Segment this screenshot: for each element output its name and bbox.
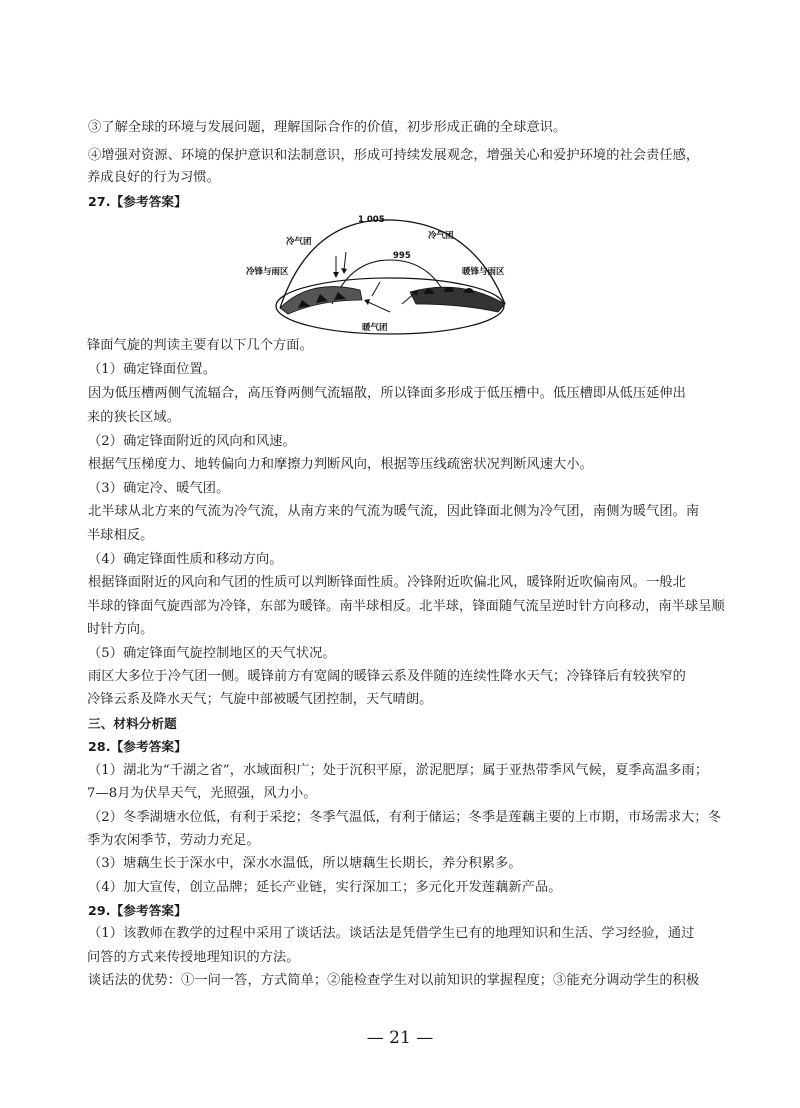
- paragraph-line: ④增强对资源、环境的保护意识和法制意识，形成可持续发展观念，增强关心和爱护环境的社会责任感，: [88, 148, 700, 163]
- cold-air-mass-right-label: 冷气团: [428, 231, 454, 241]
- isobar-1005-label: 1 005: [358, 215, 385, 225]
- paragraph-line: 因为低压槽两侧气流辐合，高压脊两侧气流辐散，所以锋面多形成于低压槽中。低压槽即从低压延伸出: [88, 386, 686, 401]
- paragraph-line: 谈话法的优势：①一问一答，方式简单；②能检查学生对以前知识的掌握程度；③能充分调动学生的积极: [88, 973, 700, 988]
- paragraph-line: （4）确定锋面性质和移动方向。: [88, 552, 283, 567]
- answer-heading-28: 28.【参考答案】: [88, 739, 187, 754]
- section-heading: 三、材料分析题: [88, 716, 177, 731]
- answer-heading-29: 29.【参考答案】: [88, 903, 187, 918]
- paragraph-line: 半球相反。: [87, 528, 154, 543]
- paragraph-line: 养成良好的行为习惯。: [87, 170, 220, 185]
- wind-arrow-head: [333, 272, 339, 278]
- page-number: — 21 —: [366, 1028, 434, 1048]
- paragraph-line: 根据锋面附近的风向和气团的性质可以判断锋面性质。冷锋附近吹偏北风，暖锋附近吹偏南风。一般北: [88, 575, 686, 590]
- cold-front-label: 冷锋与雨区: [246, 267, 289, 277]
- frontal-cyclone-diagram: [240, 208, 540, 342]
- paragraph-line: （1）湖北为“千湖之省”，水域面积广；处于沉积平原，淤泥肥厚；属于亚热带季风气候，夏季高温多雨；: [88, 763, 709, 778]
- paragraph-line: ③了解全球的环境与发展问题，理解国际合作的价值，初步形成正确的全球意识。: [88, 120, 567, 135]
- paragraph-line: （2）确定锋面附近的风向和风速。: [88, 434, 296, 449]
- paragraph-line: 7—8月为伏旱天气，光照强，风力小。: [87, 786, 317, 801]
- paragraph-line: （1）确定锋面位置。: [88, 362, 217, 377]
- paragraph-line: （3）确定冷、暖气团。: [88, 481, 230, 496]
- wind-arrow: [344, 252, 346, 270]
- paragraph-line: （5）确定锋面气旋控制地区的天气状况。: [88, 646, 336, 661]
- paragraph-line: 半球的锋面气旋西部为冷锋，东部为暖锋。南半球相反。北半球，锋面随气流呈逆时针方向移动，南半球呈顺: [87, 599, 725, 614]
- wind-arrow-head: [341, 268, 347, 274]
- paragraph-line: 问答的方式来传授地理知识的方法。: [87, 950, 300, 965]
- paragraph-line: 北半球从北方来的气流为冷气流，从南方来的气流为暖气流，因此锋面北侧为冷气团，南侧为暖气团。南: [88, 504, 700, 519]
- paragraph-line: （2）冬季湖塘水位低，有利于采挖；冬季气温低，有利于储运；冬季是莲藕主要的上市期，市场需求大；冬: [88, 810, 721, 825]
- isobar-995-label: 995: [393, 251, 411, 261]
- warm-front-label: 暖锋与雨区: [462, 267, 505, 277]
- paragraph-line: 季为农闲季节，劳动力充足。: [87, 833, 260, 848]
- paragraph-line: 冷锋云系及降水天气；气旋中部被暖气团控制，天气晴朗。: [87, 692, 433, 707]
- wind-arrow: [372, 282, 380, 296]
- warm-air-mass-label: 暖气团: [362, 323, 388, 333]
- answer-heading-27: 27.【参考答案】: [88, 194, 187, 209]
- wind-arrow: [368, 302, 390, 312]
- paragraph-line: 来的狭长区域。: [87, 410, 181, 425]
- paragraph-line: （3）塘藕生长于深水中，深水水温低，所以塘藕生长期长，养分积累多。: [88, 856, 522, 871]
- paragraph-line: 雨区大多位于冷气团一侧。暖锋前方有宽阔的暖锋云系及伴随的连续性降水天气；冷锋锋后有较狭窄的: [88, 669, 686, 684]
- paragraph-line: 锋面气旋的判读主要有以下几个方面。: [87, 338, 313, 353]
- cold-air-mass-left-label: 冷气团: [286, 237, 312, 247]
- paragraph-line: （4）加大宣传，创立品牌；延长产业链，实行深加工；多元化开发莲藕新产品。: [88, 880, 562, 895]
- warm-front-area: [410, 287, 505, 312]
- paragraph-line: 时针方向。: [87, 622, 154, 637]
- paragraph-line: （1）该教师在教学的过程中采用了谈话法。谈话法是凭借学生已有的地理知识和生活、学习经验，通过: [88, 926, 695, 941]
- paragraph-line: 根据气压梯度力、地转偏向力和摩擦力判断风向，根据等压线疏密状况判断风速大小。: [88, 457, 593, 472]
